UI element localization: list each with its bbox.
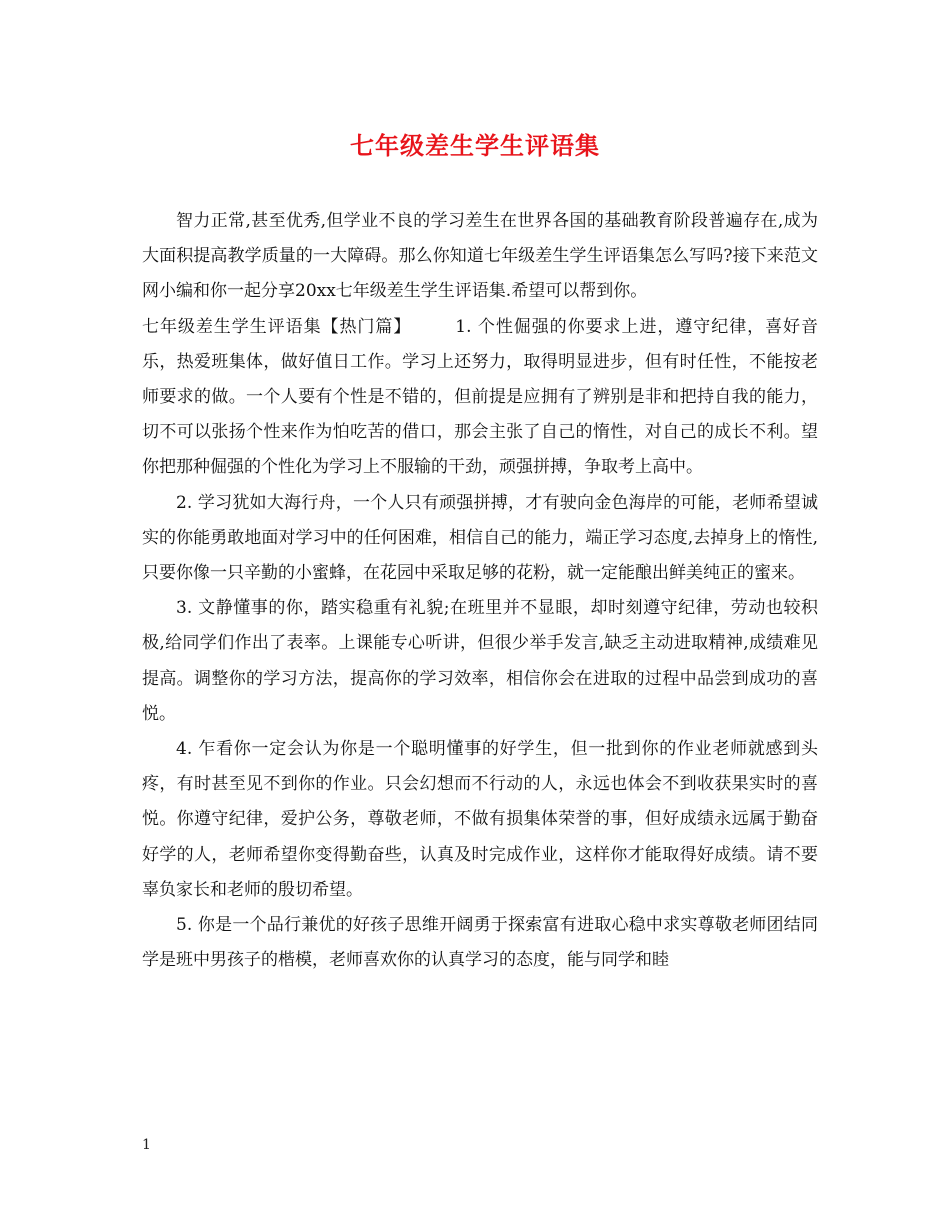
comment-item-1: 1. 个性倔强的你要求上进，遵守纪律，喜好音乐，热爱班集体，做好值日工作。学习上还努力，取得明显进步，但有时任性，不能按老师要求的做。一个人要有个性是不错的，但前提是应拥有了辨别是非和把持自我的能力，切不可以张扬个性来作为怕吃苦的借口，那会主张了自己的惰性，对自己的成长不利。望你把那种倔强的个性化为学习上不服输的干劲，顽强拼搏，争取考上高中。 [142, 316, 819, 478]
section-heading: 七年级差生学生评语集【热门篇】 [142, 316, 412, 337]
document-body [142, 204, 818, 978]
comment-item-4: 4. 乍看你一定会认为你是一个聪明懂事的好学生，但一批到你的作业老师就感到头疼，有时甚至见不到你的作业。只会幻想而不行动的人，永远也体会不到收获果实时的喜悦。你遵守纪律，爱护公务，尊敬老师，不做有损集体荣誉的事，但好成绩永远属于勤奋好学的人，老师希望你变得勤奋些，认真及时完成作业，这样你才能取得好成绩。请不要辜负家长和老师的殷切希望。 [142, 739, 818, 900]
intro-paragraph: 智力正常,甚至优秀,但学业不良的学习差生在世界各国的基础教育阶段普遍存在,成为大面积提高教学质量的一大障碍。那么你知道七年级差生学生评语集怎么写吗?接下来范文网小编和你一起分享20xx七年级差生学生评语集.希望可以帮到你。 [142, 211, 818, 302]
comment-item-3: 3. 文静懂事的你，踏实稳重有礼貌;在班里并不显眼，却时刻遵守纪律，劳动也较积极,给同学们作出了表率。上课能专心听讲，但很少举手发言,缺乏主动进取精神,成绩难见提高。调整你的学习方法，提高你的学习效率，相信你会在进取的过程中品尝到成功的喜悦。 [142, 598, 818, 724]
section-paragraph-1 [142, 310, 818, 486]
page-number: 1 [142, 1137, 151, 1153]
comment-item-2: 2. 学习犹如大海行舟，一个人只有顽强拼搏，才有驶向金色海岸的可能，老师希望诚实的你能勇敢地面对学习中的任何困难，相信自己的能力，端正学习态度,去掉身上的惰性,只要你像一只辛勤的小蜜蜂，在花园中采取足够的花粉，就一定能酿出鲜美纯正的蜜来。 [142, 492, 818, 584]
comment-item-5: 5. 你是一个品行兼优的好孩子思维开阔勇于探索富有进取心稳中求实尊敬老师团结同学是班中男孩子的楷模，老师喜欢你的认真学习的态度，能与同学和睦 [142, 915, 818, 971]
document-title: 七年级差生学生评语集 [350, 131, 600, 160]
